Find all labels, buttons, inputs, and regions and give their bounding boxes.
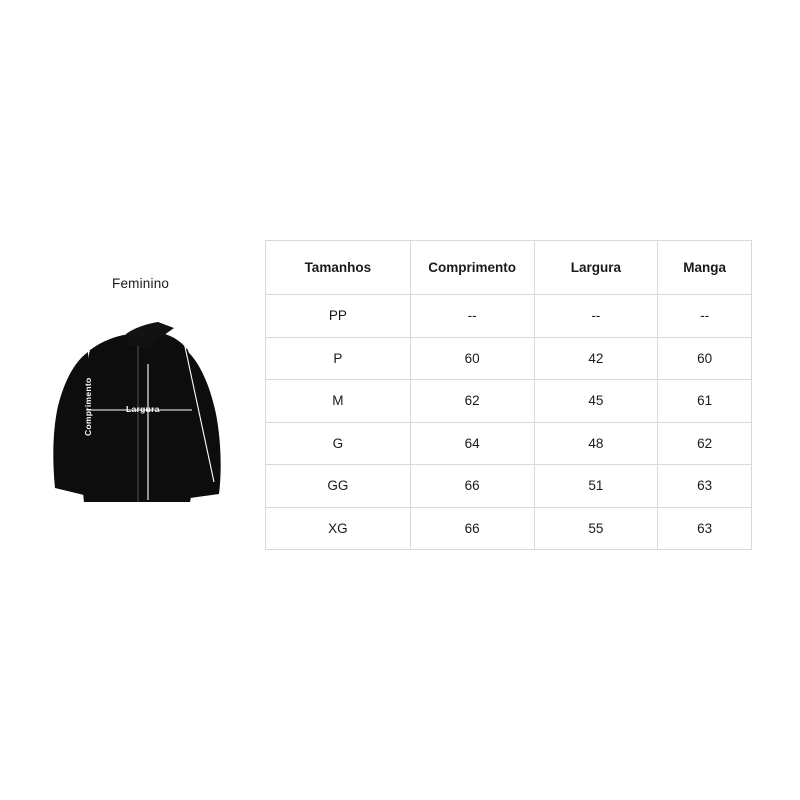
cell-largura: 48 [534,422,658,465]
table-row [266,337,752,380]
largura-dimension-label: Largura [126,404,160,414]
column-header-tamanhos: Tamanhos [266,241,411,295]
column-header-largura: Largura [534,241,658,295]
manga-dimension-label: Manga [190,317,208,348]
garment-illustration [38,276,253,516]
cell-largura: -- [534,295,658,338]
table-row [266,422,752,465]
cell-size: M [266,380,411,423]
cell-size: PP [266,295,411,338]
table-row [266,507,752,550]
cell-manga: 63 [658,507,752,550]
comprimento-dimension-label: Comprimento [83,377,93,436]
cell-size: G [266,422,411,465]
table-row [266,295,752,338]
cell-comprimento: 66 [410,507,534,550]
size-chart-table [265,240,752,550]
cell-largura: 45 [534,380,658,423]
cell-largura: 55 [534,507,658,550]
table-row [266,465,752,508]
cell-comprimento: -- [410,295,534,338]
cell-largura: 51 [534,465,658,508]
cell-manga: -- [658,295,752,338]
column-header-manga: Manga [658,241,752,295]
garment-type-label: Feminino [112,276,170,291]
table-row [266,380,752,423]
column-header-comprimento: Comprimento [410,241,534,295]
cell-manga: 63 [658,465,752,508]
cell-comprimento: 60 [410,337,534,380]
cell-largura: 42 [534,337,658,380]
cell-manga: 60 [658,337,752,380]
cell-comprimento: 66 [410,465,534,508]
cell-comprimento: 62 [410,380,534,423]
cell-size: P [266,337,411,380]
cell-size: XG [266,507,411,550]
cell-comprimento: 64 [410,422,534,465]
cell-size: GG [266,465,411,508]
cell-manga: 61 [658,380,752,423]
jacket-figure [38,306,253,511]
table-header-row [266,241,752,295]
cell-manga: 62 [658,422,752,465]
